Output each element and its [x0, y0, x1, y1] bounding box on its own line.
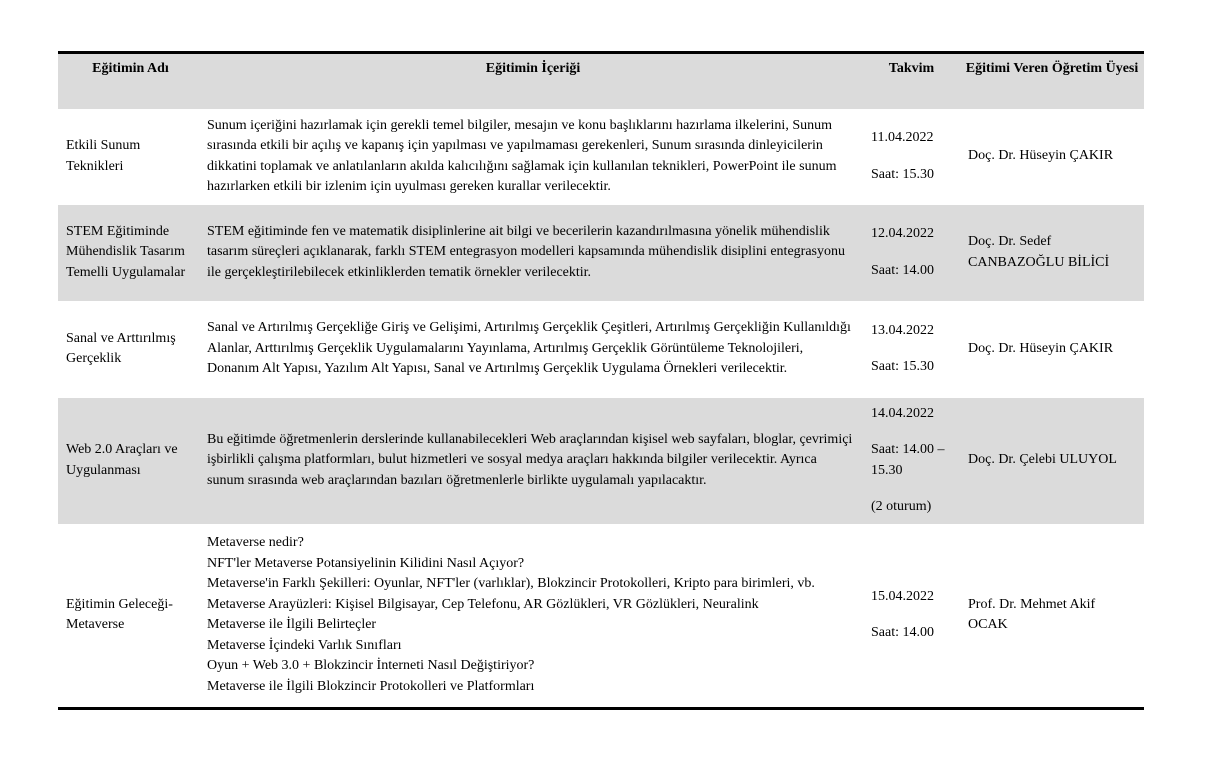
schedule-cell — [863, 398, 960, 524]
content-line: Oyun + Web 3.0 + Blokzincir İnterneti Nasıl Değiştiriyor? — [207, 658, 535, 674]
training-name: STEM Eğitiminde Mühendislik Tasarım Temelli Uygulamalar — [58, 205, 203, 301]
training-content: STEM eğitiminde fen ve matematik disiplinlerine ait bilgi ve becerilerin kazandırılmasına yönelik mühendislik tasarım süreçleri açıklanarak, farklı STEM entegrasyon modelleri kapsamında mühendislik disiplini entegrasyonu ile gerçekleştirilebilecek etkinliklerden tematik örnekler verilecektir. — [203, 205, 863, 301]
table-row — [58, 205, 1144, 301]
header-training-content: Eğitimin İçeriği — [203, 53, 863, 109]
training-name: Sanal ve Arttırılmış Gerçeklik — [66, 330, 176, 366]
content-line: Metaverse nedir? — [207, 535, 304, 551]
training-content — [203, 524, 863, 709]
training-name: Eğitimin Geleceği-Metaverse — [66, 596, 173, 633]
time: Saat: 15.30 — [871, 359, 934, 374]
content-line: Metaverse ile İlgili Belirteçler — [207, 617, 377, 633]
instructor: Doç. Dr. Çelebi ULUYOL — [960, 398, 1144, 524]
instructor: Prof. Dr. Mehmet Akif OCAK — [968, 596, 1096, 633]
header-instructor: Eğitimi Veren Öğretim Üyesi — [960, 53, 1144, 109]
training-name: Web 2.0 Araçları ve Uygulanması — [58, 398, 203, 524]
training-content: Sanal ve Artırılmış Gerçekliğe Giriş ve Gelişimi, Artırılmış Gerçeklik Çeşitleri, Artırılmış Gerçekliğin Kullanıldığı Alanlar, Arttırılmış Gerçeklik Uygulamalarını Yayınlama, Artırılmış Gerçeklik Görüntüleme Teknolojileri, Donanım Alt Yapısı, Yazılım Alt Yapısı, Sanal ve Artırılmış Gerçeklik Uygulama Örnekleri verilecektir. — [207, 320, 851, 377]
training-content: Bu eğitimde öğretmenlerin derslerinde kullanabilecekleri Web araçlarından kişisel web sayfaları, bloglar, çevrimiçi işbirlikli çalışma platformları, bulut hizmetleri ve sosyal medya araçları hakkında bilgiler verilecektir. Ayrıca sunum sırasında web araçlarından bazıları öğretmenlerle birlikte uygulamalı yapılacaktır. — [203, 398, 863, 524]
schedule-cell — [863, 301, 960, 398]
content-line: NFT'ler Metaverse Potansiyelinin Kilidini Nasıl Açıyor? — [207, 555, 525, 571]
table-row — [58, 109, 1144, 205]
content-line: Metaverse'in Farklı Şekilleri: Oyunlar, NFT'ler (varlıklar), Blokzincir Protokolleri, Kripto para birimleri, vb. — [207, 576, 815, 592]
instructor: Doç. Dr. Hüseyin ÇAKIR — [968, 148, 1114, 164]
header-schedule: Takvim — [863, 53, 960, 109]
instructor: Doç. Dr. Hüseyin ÇAKIR — [968, 340, 1114, 356]
date: 14.04.2022 — [871, 405, 934, 421]
schedule-cell — [863, 205, 960, 301]
schedule-cell — [863, 109, 960, 205]
schedule-cell — [863, 524, 960, 709]
date: 12.04.2022 — [871, 226, 934, 241]
content-line: Metaverse ile İlgili Blokzincir Protokolleri ve Platformları — [207, 678, 535, 694]
table-row — [58, 524, 1144, 709]
training-content: Sunum içeriğini hazırlamak için gerekli temel bilgiler, mesajın ve konu başlıklarını hazırlama ilkelerini, Sunum sırasında etkili bir açılış ve kapanış için yapılması ve yapılmaması gerekenleri, Sunum sırasında dinleyicilerin dikkatini toplamak ve anlatılanların akılda kalıcılığını sağlamak için kullanılan teknikleri, PowerPoint ile sunum hazırlarken etkili bir izlenim için uyulması gereken kurallar verilecektir. — [207, 117, 837, 194]
training-name: Etkili Sunum Teknikleri — [66, 138, 141, 174]
session-note: (2 oturum) — [871, 499, 932, 514]
time: Saat: 14.00 – 15.30 — [871, 442, 945, 478]
training-schedule-table — [58, 51, 1144, 710]
date: 11.04.2022 — [871, 130, 934, 145]
time: Saat: 14.00 — [871, 262, 934, 278]
instructor: Doç. Dr. Sedef CANBAZOĞLU BİLİCİ — [960, 205, 1144, 301]
table-row — [58, 398, 1144, 524]
content-line: Metaverse İçindeki Varlık Sınıfları — [207, 637, 402, 653]
date: 13.04.2022 — [871, 322, 934, 338]
header-training-name: Eğitimin Adı — [58, 53, 203, 109]
table-row — [58, 301, 1144, 398]
content-line: Metaverse Arayüzleri: Kişisel Bilgisayar, Cep Telefonu, AR Gözlükleri, VR Gözlükleri, Neuralink — [207, 596, 759, 612]
time: Saat: 15.30 — [871, 166, 934, 182]
header-row — [58, 53, 1144, 109]
date: 15.04.2022 — [871, 588, 934, 604]
time: Saat: 14.00 — [871, 625, 934, 641]
